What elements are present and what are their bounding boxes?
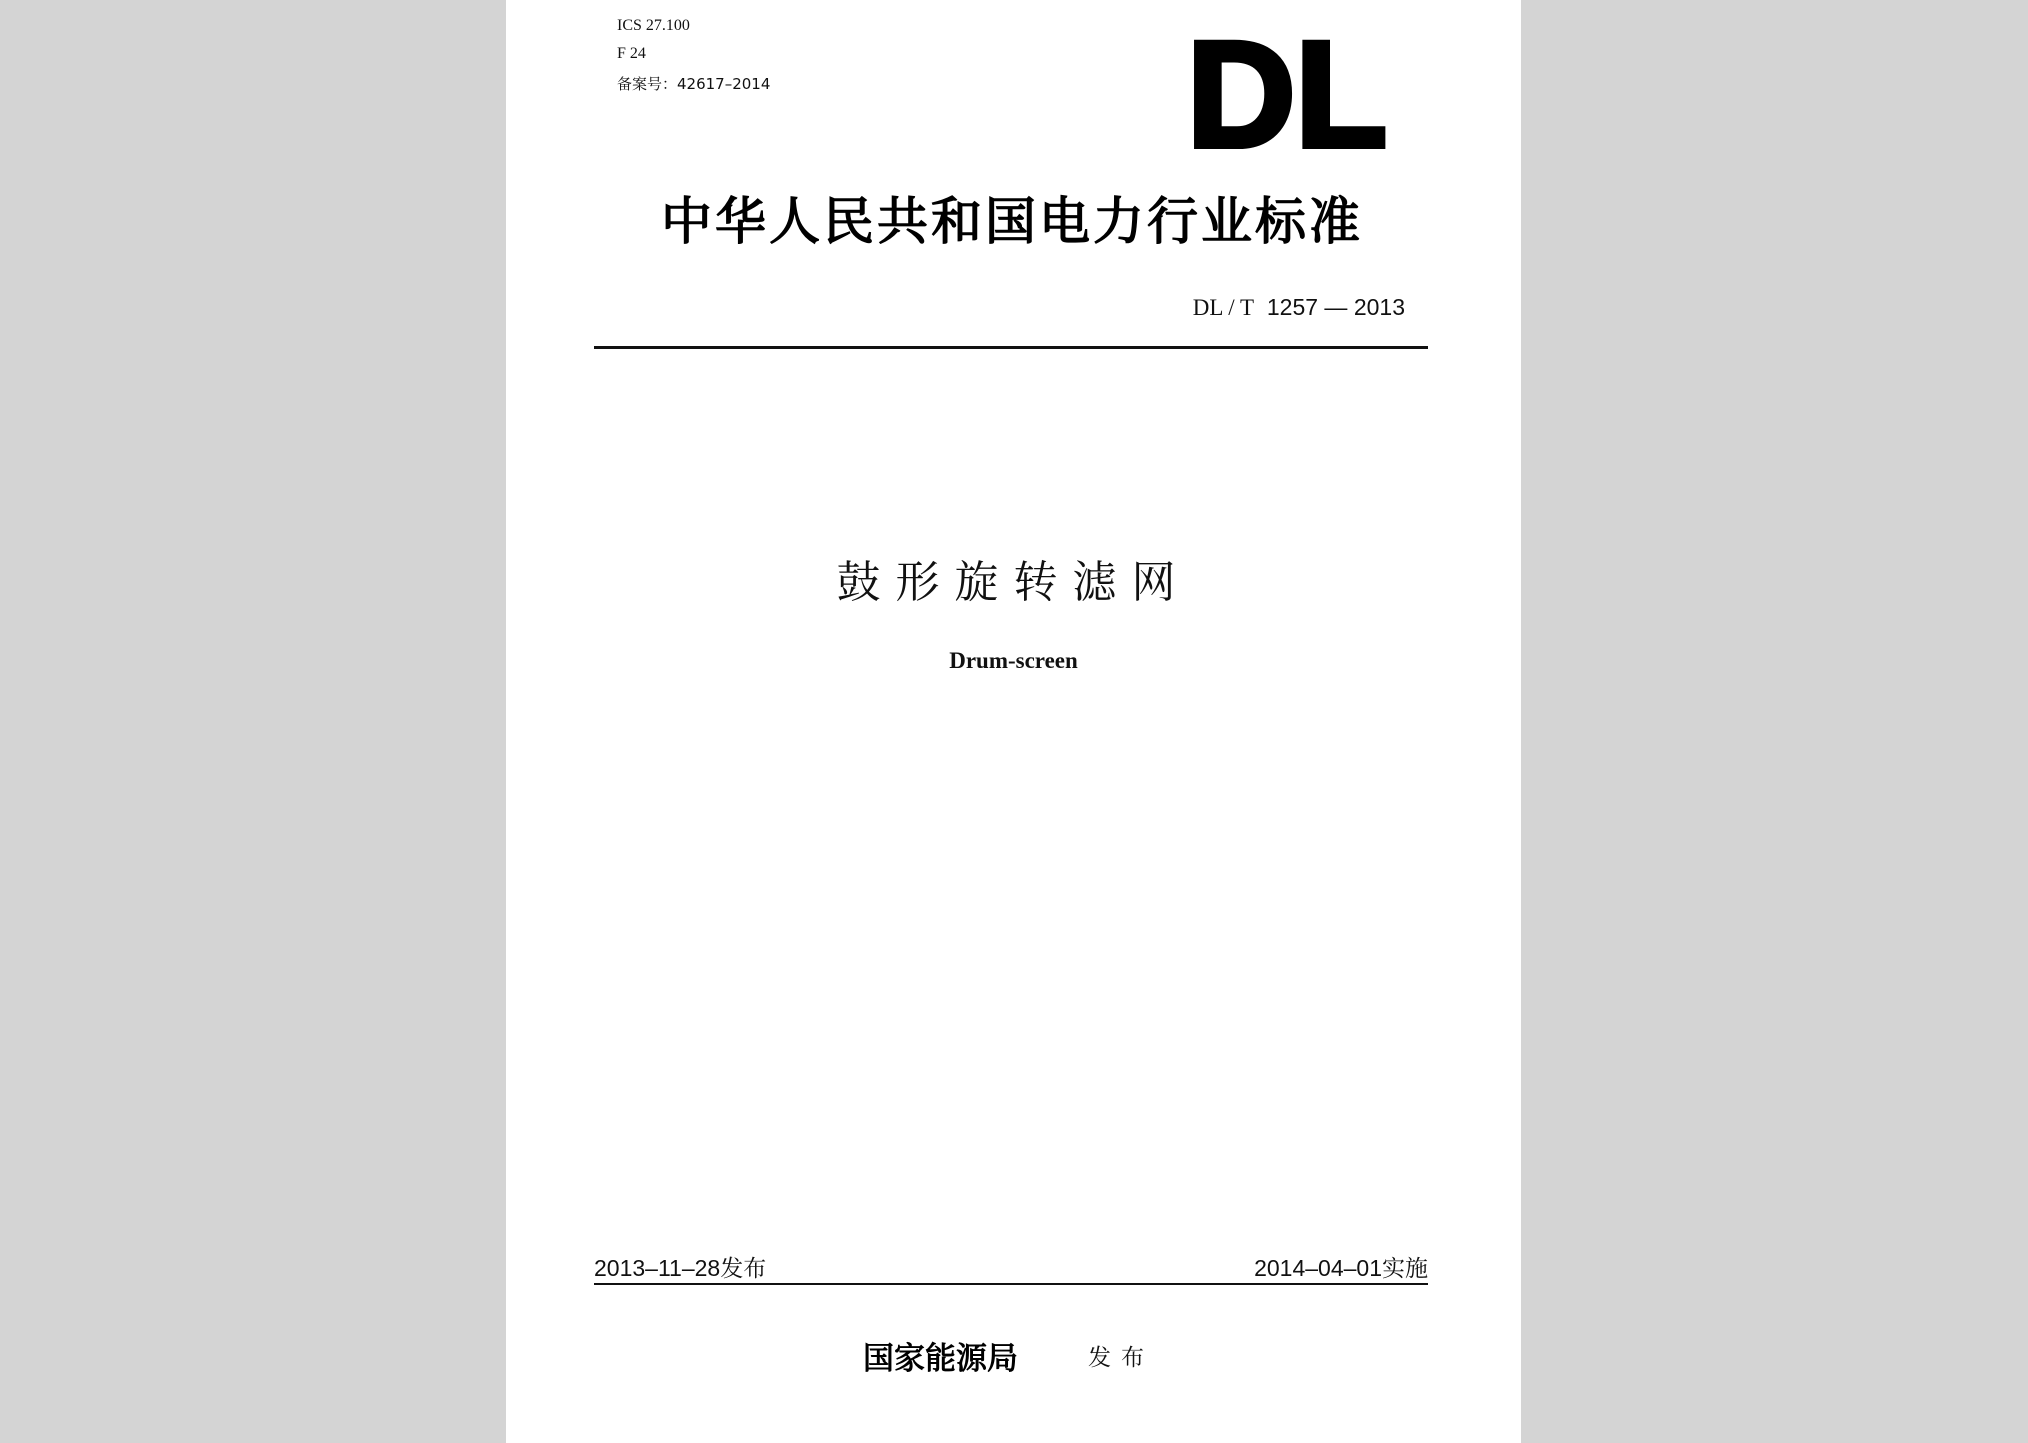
header-divider: [594, 346, 1428, 349]
issue-date: 2013–11–28发布: [594, 1255, 767, 1281]
implementation-date: 2014–04–01实施: [1254, 1255, 1428, 1281]
dl-logo: [1172, 28, 1402, 158]
standard-code: [1193, 294, 1405, 321]
standard-code-number: 1257 — 2013: [1266, 294, 1405, 320]
issuing-authority: 国家能源局: [863, 1341, 1018, 1377]
document-page: [506, 0, 1521, 1443]
document-title-english: Drum-screen: [949, 648, 1078, 673]
ccs-code: F 24: [617, 45, 646, 62]
dl-logo-text: DL: [1187, 28, 1387, 158]
publish-label: 发布: [1088, 1345, 1154, 1371]
standard-code-prefix: DL / T: [1192, 295, 1255, 320]
filing-number: 备案号：42617–2014: [617, 75, 771, 93]
standard-title: 中华人民共和国电力行业标准: [660, 192, 1363, 252]
document-title-chinese: 鼓形旋转滤网: [836, 557, 1191, 608]
footer-divider: [594, 1283, 1428, 1285]
ics-code: ICS 27.100: [617, 17, 690, 34]
